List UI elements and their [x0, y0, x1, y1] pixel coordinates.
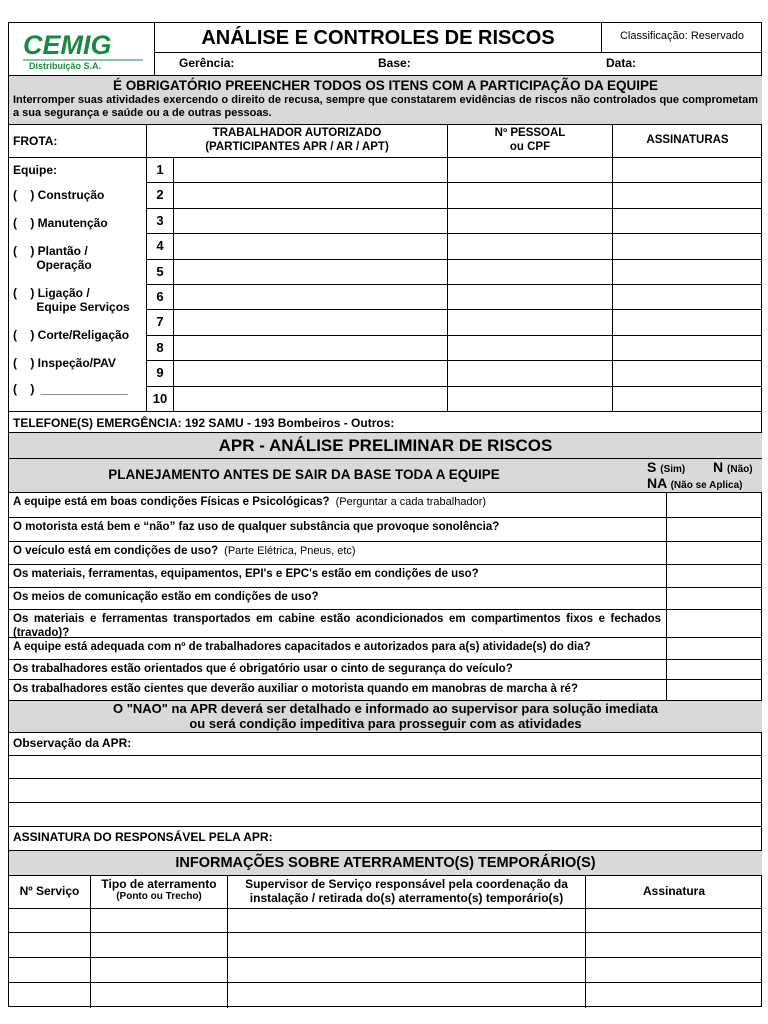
legend-nao: [713, 459, 753, 475]
apr-answer-cell[interactable]: [667, 493, 762, 517]
notice-title: É OBRIGATÓRIO PREENCHER TODOS OS ITENS COM A PARTICIPAÇÃO DA EQUIPE: [112, 78, 659, 93]
team-row[interactable]: [174, 183, 762, 207]
data-label: Data:: [606, 56, 637, 70]
team-option[interactable]: ( ) Inspeção/PAV: [13, 356, 116, 370]
legend-na-code: NA: [647, 475, 667, 491]
team-row-number: 10: [152, 390, 168, 406]
team-row-number: 7: [156, 314, 164, 330]
observation-label: Observação da APR:: [13, 736, 132, 750]
worker-column-header: TRABALHADOR AUTORIZADO (PARTICIPANTES APR / AR / APT): [205, 127, 389, 153]
apr-question-text: A equipe está adequada com nº de trabalhadores capacitados e autorizados para a(s) atividade(s) do dia?: [13, 641, 591, 653]
apr-answer-cell[interactable]: [667, 565, 762, 587]
team-row[interactable]: [174, 158, 762, 182]
apr-question-text: O motorista está bem e “não” faz uso de qualquer substância que provoque sonolência?: [13, 521, 500, 533]
apr-question: [13, 567, 661, 581]
supervisor-header: Supervisor de Serviço responsável pela coordenação da instalação / retirada do(s) aterramento(s) temporário(s): [245, 877, 568, 905]
legend-s-desc: (Sim): [660, 464, 686, 475]
responsible-signature-label: ASSINATURA DO RESPONSÁVEL PELA APR:: [13, 830, 273, 844]
apr-question-text: Os materiais e ferramentas transportados em cabine estão acondicionados em compartimentos fixos e fechados (travado)?: [13, 613, 661, 639]
grounding-title-text: INFORMAÇÕES SOBRE ATERRAMENTO(S) TEMPORÁRIO(S): [175, 855, 596, 871]
emergency-phones: TELEFONE(S) EMERGÊNCIA: 192 SAMU - 193 Bombeiros - Outros:: [13, 416, 395, 430]
apr-answer-cell[interactable]: [667, 660, 762, 679]
nao-notice-line-2: ou será condição impeditiva para prosseguir com as atividades: [189, 716, 582, 731]
apr-question-text: A equipe está em boas condições Físicas e Psicológicas?: [13, 496, 330, 508]
team-row-number: 8: [156, 339, 164, 355]
apr-question: [13, 495, 661, 509]
frota-label: FROTA:: [13, 134, 58, 148]
legend-s: S: [647, 459, 657, 475]
grounding-type-header: [91, 877, 227, 902]
apr-answer-cell[interactable]: [667, 680, 762, 700]
team-row[interactable]: [174, 285, 762, 309]
classification-label: Classificação: Reservado: [619, 30, 745, 42]
team-row-number: 9: [156, 365, 164, 381]
form-document: [8, 22, 762, 1007]
team-option[interactable]: ( ) Plantão / Operação: [13, 244, 92, 272]
team-row[interactable]: [174, 387, 762, 411]
apr-question-text: Os meios de comunicação estão em condições de uso?: [13, 591, 319, 603]
nao-notice-line-1: O "NAO" na APR deverá ser detalhado e informado ao supervisor para solução imediata: [112, 701, 658, 716]
observation-line-2[interactable]: [9, 779, 762, 801]
apr-answer-cell[interactable]: [667, 638, 762, 659]
team-row[interactable]: [174, 336, 762, 360]
apr-question: [13, 520, 661, 534]
apr-answer-cell[interactable]: [667, 610, 762, 637]
legend-sim: [647, 459, 685, 475]
gerencia-label: Gerência:: [179, 56, 235, 70]
apr-question: [13, 612, 661, 640]
apr-question-note: (Perguntar a cada trabalhador): [335, 496, 487, 508]
service-number-header: Nº Serviço: [19, 884, 80, 898]
apr-question-text: Os trabalhadores estão orientados que é obrigatório usar o cinto de segurança do veículo?: [13, 663, 513, 675]
team-row[interactable]: [174, 310, 762, 334]
cemig-logo: [17, 26, 149, 74]
legend-n: N: [713, 459, 724, 475]
id-column-header: Nº PESSOAL ou CPF: [494, 127, 566, 153]
grounding-row-2[interactable]: [9, 933, 762, 957]
page-title: ANÁLISE E CONTROLES DE RISCOS: [201, 27, 555, 49]
apr-question: [13, 662, 661, 676]
team-row[interactable]: [174, 209, 762, 233]
grounding-type-sublabel: (Ponto ou Trecho): [116, 891, 202, 902]
apr-question-text: Os trabalhadores estão cientes que deverão auxiliar o motorista quando em manobras de marcha à ré?: [13, 683, 578, 695]
apr-title-text: APR - ANÁLISE PRELIMINAR DE RISCOS: [218, 436, 553, 455]
team-row-number: 3: [156, 212, 164, 228]
team-option[interactable]: ( ) Corte/Religação: [13, 328, 130, 342]
apr-question-note: (Parte Elétrica, Pneus, etc): [224, 545, 356, 557]
logo-wordmark: CEMIG: [23, 30, 112, 60]
mandatory-notice: [9, 76, 762, 124]
team-option[interactable]: ( ) Manutenção: [13, 216, 108, 230]
team-row[interactable]: [174, 361, 762, 385]
apr-question: [13, 544, 661, 558]
equipe-label: Equipe:: [13, 163, 57, 177]
team-option[interactable]: ( ) _____________: [13, 382, 128, 396]
nao-notice: [9, 701, 762, 732]
apr-answer-cell[interactable]: [667, 518, 762, 541]
team-row-number: 2: [156, 187, 164, 203]
team-row-number: 1: [156, 162, 164, 177]
grounding-row-1[interactable]: [9, 909, 762, 932]
logo-subtitle: Distribuição S.A.: [29, 61, 102, 71]
grounding-row-3[interactable]: [9, 958, 762, 982]
grounding-type-label: Tipo de aterramento: [101, 877, 217, 891]
legend-na-desc: (Não se Aplica): [670, 480, 743, 491]
team-row-number: 4: [156, 238, 164, 254]
apr-question: [13, 590, 661, 604]
apr-title: [9, 433, 762, 458]
apr-answer-cell[interactable]: [667, 542, 762, 564]
team-row[interactable]: [174, 260, 762, 284]
base-label: Base:: [378, 56, 411, 70]
observation-line-3[interactable]: [9, 803, 762, 825]
grounding-signature-header: Assinatura: [642, 884, 706, 898]
team-row-number: 6: [156, 289, 164, 304]
observation-line-1[interactable]: [9, 756, 762, 778]
notice-text: Interromper suas atividades exercendo o direito de recusa, sempre que constatarem evidências de riscos não controlados que comprometam a sua segurança e saúde ou a de outras pessoas.: [13, 94, 758, 119]
apr-question-text: Os materiais, ferramentas, equipamentos, EPI's e EPC's estão em condições de uso?: [13, 568, 479, 580]
legend-n-desc: (Não): [727, 464, 753, 475]
team-option[interactable]: ( ) Construção: [13, 188, 105, 202]
team-option[interactable]: ( ) Ligação / Equipe Serviços: [13, 286, 130, 314]
signatures-column-header: ASSINATURAS: [646, 134, 729, 146]
apr-answer-cell[interactable]: [667, 588, 762, 609]
legend-na: [647, 475, 742, 491]
planning-header: [9, 459, 762, 492]
apr-question: [13, 682, 661, 696]
team-row[interactable]: [174, 234, 762, 258]
grounding-title: [9, 851, 762, 875]
apr-question-text: O veículo está em condições de uso?: [13, 545, 219, 557]
team-row-number: 5: [156, 263, 164, 279]
grounding-row-4[interactable]: [9, 983, 762, 1007]
apr-question: [13, 640, 661, 654]
planning-title: PLANEJAMENTO ANTES DE SAIR DA BASE TODA A EQUIPE: [108, 467, 500, 482]
